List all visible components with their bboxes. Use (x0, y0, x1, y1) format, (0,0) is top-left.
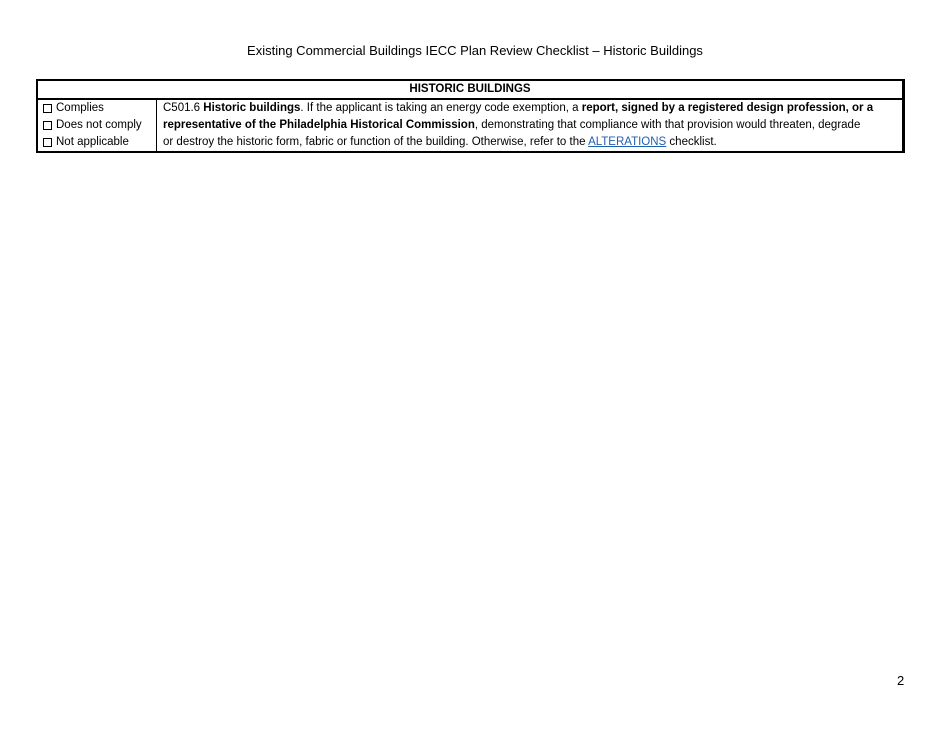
compliance-options (38, 100, 157, 151)
complies-checkbox[interactable] (43, 104, 52, 113)
requirement-line-3 (163, 134, 896, 151)
requirement-text (157, 100, 902, 151)
requirement-text-part: . If the applicant is taking an energy code exemption, a (300, 102, 582, 114)
option-label: Not applicable (56, 136, 129, 148)
not-applicable-checkbox[interactable] (43, 138, 52, 147)
historic-buildings-table (36, 79, 905, 151)
section-row (36, 100, 905, 153)
section-header: HISTORIC BUILDINGS (38, 81, 902, 100)
code-number: C501.6 (163, 102, 201, 114)
requirement-text-part: or destroy the historic form, fabric or function of the building. Otherwise, refer to the (163, 136, 589, 148)
requirement-heading: Historic buildings (203, 102, 301, 114)
option-label: Complies (56, 102, 104, 114)
alterations-link[interactable]: ALTERATIONS (588, 136, 667, 148)
requirement-bold-text: report, signed by a registered design profession, or a (581, 102, 874, 114)
option-not-applicable[interactable] (43, 134, 156, 151)
document-title: Existing Commercial Buildings IECC Plan Review Checklist – Historic Buildings (247, 43, 703, 58)
does-not-comply-checkbox[interactable] (43, 121, 52, 130)
requirement-line-1 (163, 100, 896, 117)
option-complies[interactable] (43, 100, 156, 117)
requirement-line-2 (163, 117, 896, 134)
requirement-text-part: , demonstrating that compliance with that provision would threaten, degrade (474, 119, 861, 131)
option-does-not-comply[interactable] (43, 117, 156, 134)
option-label: Does not comply (56, 119, 142, 131)
requirement-text-part: checklist. (666, 136, 717, 148)
requirement-bold-text: representative of the Philadelphia Historical Commission (163, 119, 475, 131)
page-number: 2 (897, 673, 905, 688)
